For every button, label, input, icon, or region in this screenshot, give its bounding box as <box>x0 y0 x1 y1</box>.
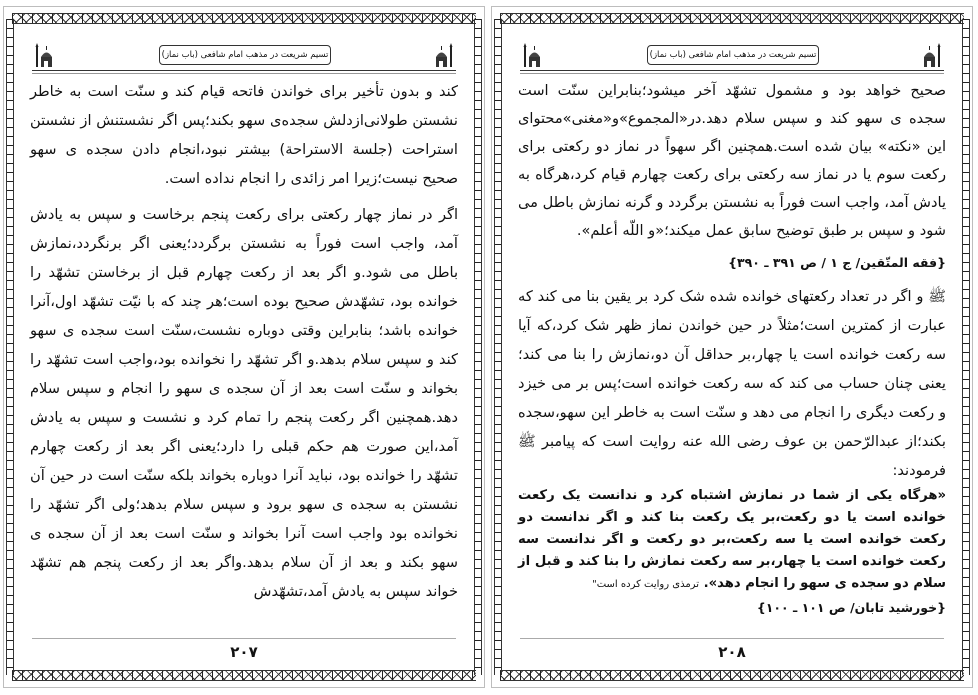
footer-rule <box>32 638 456 639</box>
footer-rule <box>520 638 944 639</box>
page-208 <box>491 6 973 688</box>
paragraph: کند و بدون تأخیر برای خواندن فاتحه قیام کند و سنّت است به خاطر نشستن طولانی‌ازدلش سجده‌ی سهو بکند؛پس اگر نشستنش از نشستن استراحت (جلسة الاستراحة) بیشتر نبود،انجام دادن سجده ی سهو صحیح نیست؛زیرا امر زائدی را انجام نداده است. <box>30 83 458 187</box>
hadith-quote <box>518 485 946 596</box>
hadith-attribution: ترمذی روایت کرده است" <box>592 579 699 590</box>
reference: {فقه المتّقین/ ج ۱ / ص ۳۹۱ ـ ۳۹۰} <box>728 255 946 270</box>
chain-border-bottom <box>12 670 476 681</box>
running-header: تسیم شریعت در مذهب امام شافعی (باب نماز) <box>647 45 819 65</box>
running-header: تسیم شریعت در مذهب امام شافعی (باب نماز) <box>159 45 331 65</box>
chain-border-left <box>494 19 502 675</box>
mosque-icon <box>34 43 56 69</box>
chain-border-right <box>474 19 482 675</box>
paragraph: ﷺ و اگر در تعداد رکعتهای خوانده شده شک کرد بر یقین بنا می کند که عبارت از کمترین است؛مثلاً در حین خواندن نماز ظهر شک کرد،که آیا سه رکعت خوانده است یا چهار،بر حداقل آن دو،نمازش را بنا می کند؛ یعنی چنان حساب می کند که سه رکعت خوانده است؛پس بر می خیزد و رکعت دیگری را انجام می دهد و سنّت است به خاطر این سهو،سجده بکند؛از عبدالرّحمن بن عوف رضی الله عنه روایت است که پیامبر ﷺ فرمودند: <box>518 288 946 479</box>
paragraph: صحیح خواهد بود و مشمول تشهّد آخر میشود؛بنابراین سنّت است سجده ی سهو کند و سپس سلام دهد.در«المجموع»و«مغنی»محتوای این «نکته» بیان شده است.همچنین اگر سهواً در نماز دو رکعتی برای رکعت سوم یا در نماز سه رکعتی برای رکعت چهارم قیام کرد،هرگاه به یادش آمد، واجب است فوراً به نشستن برگردد و گرنه نمازش باطل می شود و سپس بر طبق توضیح سابق عمل میکند؛«و اللّه أعلم». <box>518 82 946 239</box>
chain-border-top <box>500 13 964 24</box>
page-number: ۲۰۸ <box>718 643 746 661</box>
header-rule <box>32 70 456 71</box>
mosque-icon <box>920 43 942 69</box>
page-body <box>30 77 458 606</box>
page-207 <box>3 6 485 688</box>
header-rule <box>520 70 944 71</box>
mosque-icon <box>432 43 454 69</box>
chain-border-bottom <box>500 670 964 681</box>
page-body <box>518 77 946 618</box>
page-number: ۲۰۷ <box>230 643 258 661</box>
chain-border-left <box>6 19 14 675</box>
paragraph: اگر در نماز چهار رکعتی برای رکعت پنجم برخاست و سپس به یادش آمد، واجب است فوراً به نشستن برگردد؛یعنی اگر برنگردد،نمازش باطل می شود.و اگر بعد از رکعت چهارم قبل از برخاستن تشهّد را خوانده بود، تشهّدش صحیح بوده است؛هر چند که با نیّت تشهّد اول،آنرا خوانده باشد؛ بنابراین وقتی دوباره نشست،سنّت است سجده ی سهو کند و سپس سلام بدهد.و اگر تشهّد را نخوانده بود،واجب است تشهّد را بخواند و سنّت است بعد از آن سجده ی سهو را انجام و سپس سلام دهد.همچنین اگر رکعت پنجم را تمام کرد و نشست و سپس به یادش آمد،این صورت هم حکم قبلی را دارد؛یعنی اگر بعد از رکعت چهارم تشهّد را خوانده بود، نباید آنرا دوباره بخواند بلکه سنّت است در حین آن نشستن به سجده ی سهو برود و سپس سلام بدهد؛ولی اگر تشهّد را نخوانده بود واجب است آنرا بخواند و سنّت است بعد از آن سجده ی سهو بکند و بعد از آن سلام بدهد.واگر بعد از رکعت پنجم هم تشهّد خواند سپس به یادش آمد،تشهّدش <box>30 206 458 600</box>
hadith-text: «هرگاه یکی از شما در نمازش اشتباه کرد و ندانست یک رکعت خوانده است یا دو رکعت،بر یک رکعت بنا کند و اگر ندانست دو رکعت خوانده است یا سه رکعت،بر دو رکعت و اگر ندانست سه رکعت خوانده است یا چهار،بر سه رکعت نمازش را بنا کند و قبل از سلام دو سجده ی سهو را انجام دهد». <box>518 488 946 591</box>
mosque-icon <box>522 43 544 69</box>
chain-border-right <box>962 19 970 675</box>
reference: {خورشید تابان/ ص ۱۰۱ ـ ۱۰۰} <box>756 600 946 615</box>
chain-border-top <box>12 13 476 24</box>
